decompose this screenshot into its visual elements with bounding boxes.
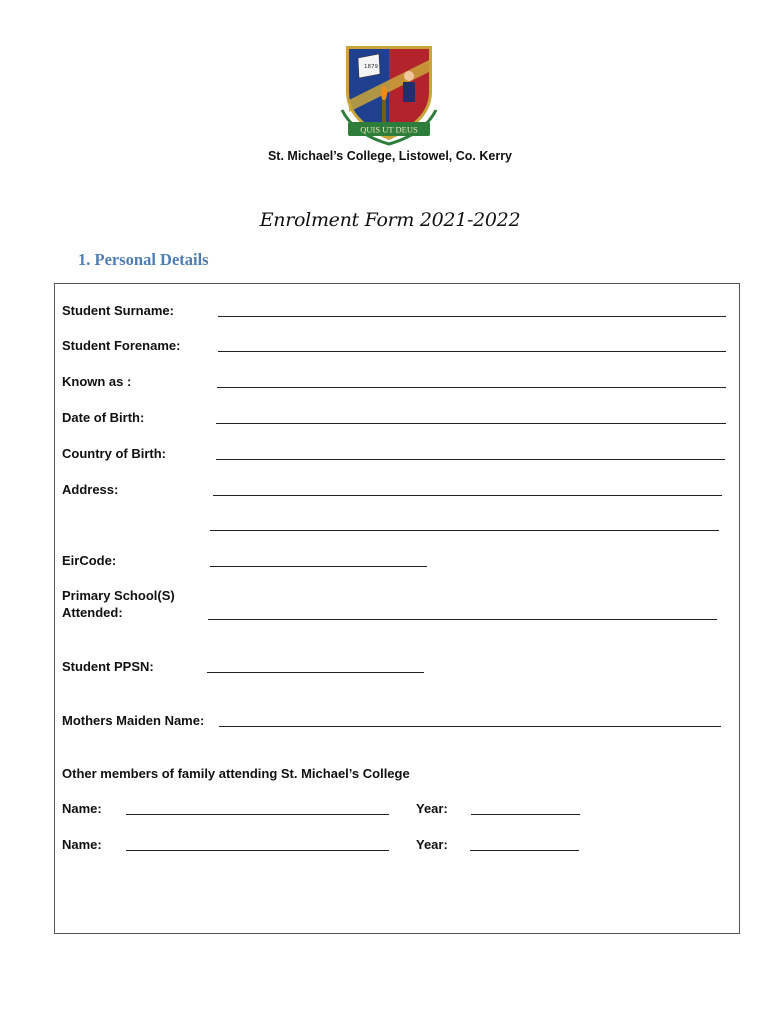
- family-year-line-1[interactable]: [471, 814, 580, 815]
- family-year-line-2[interactable]: [470, 850, 579, 851]
- family-heading: Other members of family attending St. Michael’s College: [62, 766, 410, 781]
- college-name: St. Michael’s College, Listowel, Co. Kerry: [267, 149, 513, 163]
- family-name-label-1: Name:: [62, 801, 102, 816]
- crest-year: 1879: [364, 64, 378, 70]
- country-label: Country of Birth:: [62, 446, 166, 461]
- ppsn-line[interactable]: [207, 672, 424, 673]
- primary-school-line[interactable]: [208, 619, 717, 620]
- known-as-line[interactable]: [217, 387, 726, 388]
- family-year-label-2: Year:: [416, 837, 448, 852]
- mothers-maiden-line[interactable]: [219, 726, 721, 727]
- crest-motto: QUIS UT DEUS: [360, 124, 418, 135]
- personal-details-box: [54, 283, 740, 934]
- surname-line[interactable]: [218, 316, 726, 317]
- address-line-2[interactable]: [210, 530, 719, 531]
- primary-school-label-1: Primary School(S): [62, 588, 175, 603]
- ppsn-label: Student PPSN:: [62, 659, 154, 674]
- surname-label: Student Surname:: [62, 303, 174, 318]
- eircode-label: EirCode:: [62, 553, 117, 568]
- mothers-maiden-label: Mothers Maiden Name:: [62, 713, 205, 728]
- college-crest: [334, 40, 444, 150]
- address-line-1[interactable]: [213, 495, 722, 496]
- family-year-label-1: Year:: [416, 801, 448, 816]
- known-as-label: Known as :: [62, 374, 132, 389]
- family-name-line-2[interactable]: [126, 850, 389, 851]
- form-title: Enrolment Form 2021-2022: [259, 209, 521, 231]
- dob-label: Date of Birth:: [62, 410, 145, 425]
- forename-label: Student Forename:: [62, 338, 181, 353]
- primary-school-label-2: Attended:: [62, 605, 123, 620]
- address-label: Address:: [62, 482, 119, 497]
- family-name-label-2: Name:: [62, 837, 102, 852]
- family-name-line-1[interactable]: [126, 814, 389, 815]
- forename-line[interactable]: [218, 351, 726, 352]
- eircode-line[interactable]: [210, 566, 427, 567]
- country-line[interactable]: [216, 459, 725, 460]
- section-heading: 1. Personal Details: [78, 250, 209, 269]
- dob-line[interactable]: [216, 423, 726, 424]
